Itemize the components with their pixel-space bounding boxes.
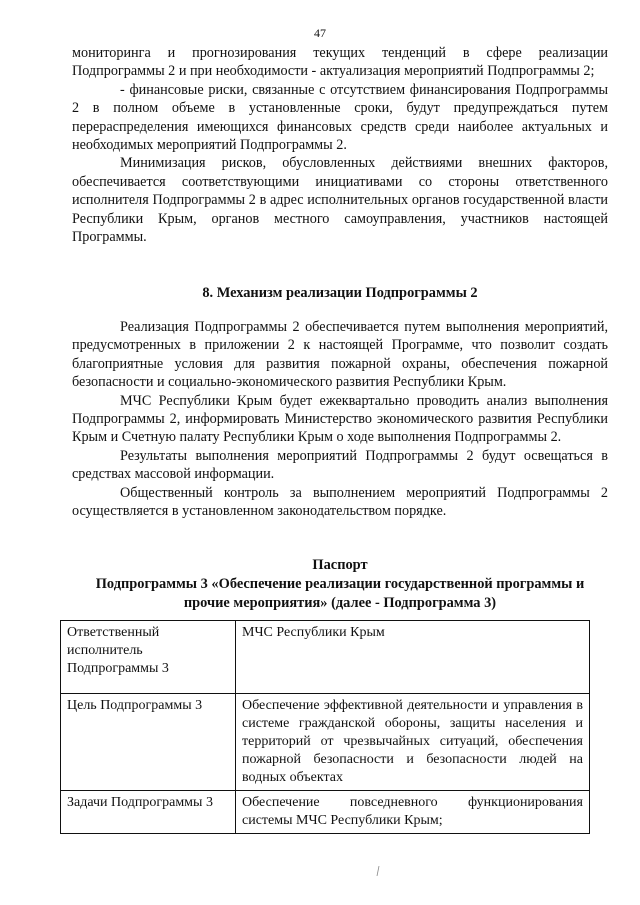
page-number: 47 [314,26,326,40]
row-label: Цель Подпрограммы 3 [61,694,236,791]
row-label: Ответственный исполнитель Подпрограммы 3 [61,621,236,694]
table-row [61,621,590,694]
row-label: Задачи Подпрограммы 3 [61,791,236,834]
row-value: Обеспечение эффективной деятельности и управления в системе гражданской обороны, защиты населения и территорий от чрезвычайных ситуаций, обеспечения пожарной безопасности и безопасности людей на водных объектах [236,694,590,791]
section-text-block [72,318,608,520]
section-heading: 8. Механизм реализации Подпрограммы 2 [202,285,478,301]
paragraph: - финансовые риски, связанные с отсутствием финансирования Подпрограммы 2 в полном объеме в установленные сроки, будут предупреждаться путем перераспределения имеющихся финансовых средств среди наиболее актуальных и необходимых мероприятий Подпрограммы 2. [72,81,608,154]
paragraph: мониторинга и прогнозирования текущих тенденций в сфере реализации Подпрограммы 2 и при необходимости - актуализация мероприятий Подпрограммы 2; [72,45,608,80]
table-row [61,791,590,834]
scan-artifact [376,866,380,876]
paragraph: Общественный контроль за выполнением мероприятий Подпрограммы 2 осуществляется в установленном законодательством порядке. [72,484,608,520]
paragraph: Минимизация рисков, обусловленных действиями внешних факторов, обеспечивается соответствующими инициативами со стороны ответственного исполнителя Подпрограммы 2 в адрес исполнительных органов государственной власти Республики Крым, органов местного самоуправления, участников настоящей Программы. [72,155,608,246]
paragraph: Реализация Подпрограммы 2 обеспечивается путем выполнения мероприятий, предусмотренных в приложении 2 к настоящей Программе, что позволит создать благоприятные условия для развития пожарной охраны, обеспечения пожарной безопасности и социально-экономического развития Республики Крым. [72,319,608,391]
paragraph: Результаты выполнения мероприятий Подпрограммы 2 будут освещаться в средствах массовой информации. [72,447,608,483]
table-row [61,694,590,791]
top-text-block [72,44,608,246]
row-value: Обеспечение повседневного функционирования системы МЧС Республики Крым; [236,791,590,834]
row-value: МЧС Республики Крым [236,621,590,694]
passport-subtitle-line-1: Подпрограммы 3 «Обеспечение реализации государственной программы и [95,576,585,592]
passport-subtitle-line-2: прочие мероприятия» (далее - Подпрограмма 3) [183,595,497,611]
paragraph: МЧС Республики Крым будет ежеквартально проводить анализ выполнения Подпрограммы 2, информировать Министерство экономического развития Республики Крым и Счетную палату Республики Крым о ходе выполнения Подпрограммы 2. [72,392,608,446]
passport-table [60,620,590,834]
passport-title: Паспорт [312,557,368,573]
